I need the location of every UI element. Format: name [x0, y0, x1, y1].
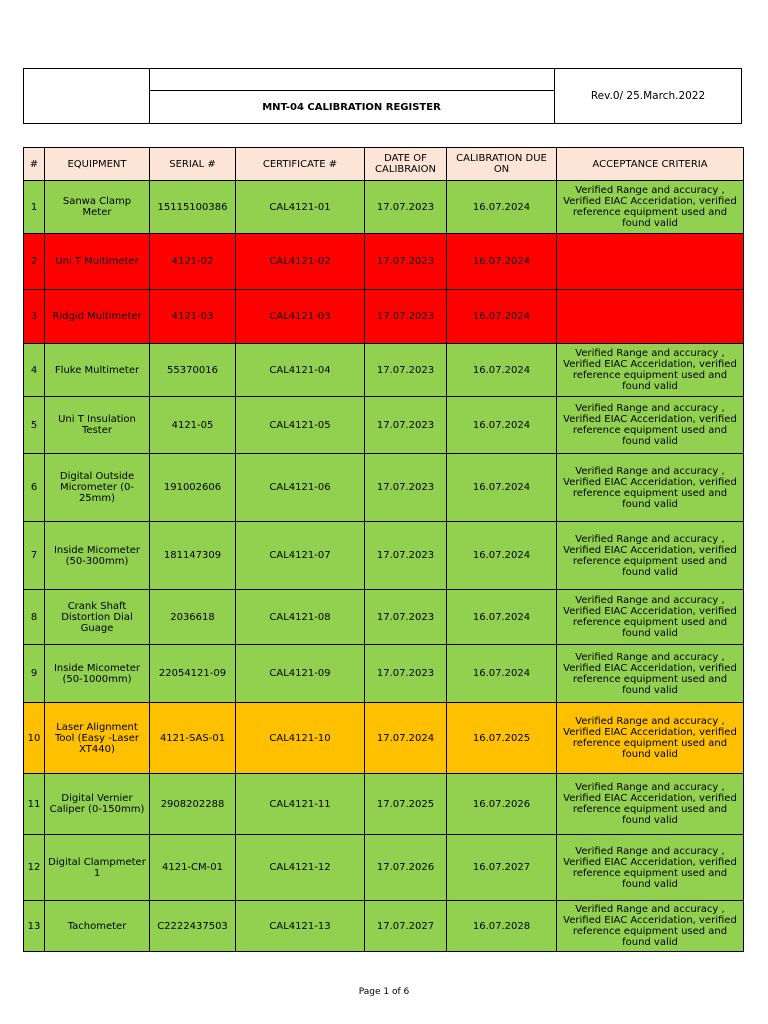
calibration-date: 17.07.2023 — [365, 181, 447, 234]
revision-label: Rev.0/ 25.March.2022 — [590, 90, 706, 102]
serial-number: 2908202288 — [150, 774, 236, 835]
calibration-date: 17.07.2027 — [365, 901, 447, 952]
table-row — [24, 454, 744, 522]
equipment-name: Tachometer — [45, 901, 150, 952]
acceptance-criteria — [557, 290, 744, 344]
table-header-row — [24, 148, 744, 181]
serial-number: 181147309 — [150, 522, 236, 590]
document-header — [23, 68, 742, 124]
acceptance-criteria: Verified Range and accuracy , Verified EIAC Acceridation, verified reference equipment used and found valid — [557, 454, 744, 522]
calibration-date: 17.07.2023 — [365, 234, 447, 290]
calibration-due: 16.07.2025 — [447, 703, 557, 774]
calibration-due: 16.07.2024 — [447, 234, 557, 290]
calibration-date: 17.07.2025 — [365, 774, 447, 835]
serial-number: C2222437503 — [150, 901, 236, 952]
row-number: 9 — [24, 645, 45, 703]
certificate-number: CAL4121-12 — [236, 835, 365, 901]
row-number: 10 — [24, 703, 45, 774]
column-header-serial: SERIAL # — [150, 148, 236, 181]
header-blank-cell — [149, 69, 555, 91]
table-row — [24, 290, 744, 344]
acceptance-criteria: Verified Range and accuracy , Verified EIAC Acceridation, verified reference equipment used and found valid — [557, 835, 744, 901]
column-header-due: CALIBRATION DUE ON — [447, 148, 557, 181]
equipment-name: Inside Micometer (50-300mm) — [45, 522, 150, 590]
certificate-number: CAL4121-03 — [236, 290, 365, 344]
table-row — [24, 703, 744, 774]
calibration-due: 16.07.2024 — [447, 397, 557, 454]
table-row — [24, 234, 744, 290]
row-number: 12 — [24, 835, 45, 901]
acceptance-criteria: Verified Range and accuracy , Verified EIAC Acceridation, verified reference equipment used and found valid — [557, 181, 744, 234]
calibration-date: 17.07.2023 — [365, 397, 447, 454]
certificate-number: CAL4121-08 — [236, 590, 365, 645]
certificate-number: CAL4121-05 — [236, 397, 365, 454]
serial-number: 4121-SAS-01 — [150, 703, 236, 774]
serial-number: 4121-CM-01 — [150, 835, 236, 901]
row-number: 5 — [24, 397, 45, 454]
calibration-date: 17.07.2023 — [365, 290, 447, 344]
logo-cell — [24, 69, 150, 123]
table-row — [24, 835, 744, 901]
calibration-register-table — [23, 147, 744, 952]
serial-number: 4121-03 — [150, 290, 236, 344]
column-header-number: # — [24, 148, 45, 181]
calibration-date: 17.07.2024 — [365, 703, 447, 774]
equipment-name: Digital Clampmeter 1 — [45, 835, 150, 901]
row-number: 2 — [24, 234, 45, 290]
certificate-number: CAL4121-09 — [236, 645, 365, 703]
calibration-due: 16.07.2028 — [447, 901, 557, 952]
serial-number: 22054121-09 — [150, 645, 236, 703]
calibration-due: 16.07.2024 — [447, 290, 557, 344]
calibration-date: 17.07.2023 — [365, 454, 447, 522]
document-title: MNT-04 CALIBRATION REGISTER — [149, 91, 555, 123]
equipment-name: Laser Alignment Tool (Easy -Laser XT440) — [45, 703, 150, 774]
equipment-name: Crank Shaft Distortion Dial Guage — [45, 590, 150, 645]
equipment-name: Sanwa Clamp Meter — [45, 181, 150, 234]
certificate-number: CAL4121-10 — [236, 703, 365, 774]
table-row — [24, 181, 744, 234]
serial-number: 4121-02 — [150, 234, 236, 290]
row-number: 11 — [24, 774, 45, 835]
table-row — [24, 522, 744, 590]
calibration-due: 16.07.2024 — [447, 522, 557, 590]
equipment-name: Digital Vernier Caliper (0-150mm) — [45, 774, 150, 835]
column-header-date: DATE OF CALIBRAION — [365, 148, 447, 181]
row-number: 1 — [24, 181, 45, 234]
acceptance-criteria: Verified Range and accuracy , Verified EIAC Acceridation, verified reference equipment used and found valid — [557, 522, 744, 590]
certificate-number: CAL4121-06 — [236, 454, 365, 522]
equipment-name: Ridgid Multimeter — [45, 290, 150, 344]
table-row — [24, 590, 744, 645]
certificate-number: CAL4121-11 — [236, 774, 365, 835]
column-header-criteria: ACCEPTANCE CRITERIA — [557, 148, 744, 181]
acceptance-criteria — [557, 234, 744, 290]
calibration-date: 17.07.2026 — [365, 835, 447, 901]
table-row — [24, 645, 744, 703]
page-number-label: Page 1 of 6 — [358, 987, 410, 997]
row-number: 13 — [24, 901, 45, 952]
table-row — [24, 901, 744, 952]
serial-number: 15115100386 — [150, 181, 236, 234]
calibration-due: 16.07.2027 — [447, 835, 557, 901]
column-header-certificate: CERTIFICATE # — [236, 148, 365, 181]
certificate-number: CAL4121-13 — [236, 901, 365, 952]
equipment-name: Inside Micometer (50-1000mm) — [45, 645, 150, 703]
equipment-name: Uni T Multimeter — [45, 234, 150, 290]
acceptance-criteria: Verified Range and accuracy , Verified EIAC Acceridation, verified reference equipment used and found valid — [557, 901, 744, 952]
row-number: 6 — [24, 454, 45, 522]
acceptance-criteria: Verified Range and accuracy , Verified EIAC Acceridation, verified reference equipment used and found valid — [557, 703, 744, 774]
calibration-date: 17.07.2023 — [365, 522, 447, 590]
serial-number: 4121-05 — [150, 397, 236, 454]
row-number: 8 — [24, 590, 45, 645]
acceptance-criteria: Verified Range and accuracy , Verified EIAC Acceridation, verified reference equipment used and found valid — [557, 590, 744, 645]
row-number: 3 — [24, 290, 45, 344]
calibration-due: 16.07.2024 — [447, 645, 557, 703]
table-row — [24, 774, 744, 835]
calibration-due: 16.07.2024 — [447, 590, 557, 645]
certificate-number: CAL4121-01 — [236, 181, 365, 234]
table-row — [24, 344, 744, 397]
acceptance-criteria: Verified Range and accuracy , Verified EIAC Acceridation, verified reference equipment used and found valid — [557, 774, 744, 835]
serial-number: 191002606 — [150, 454, 236, 522]
row-number: 4 — [24, 344, 45, 397]
serial-number: 2036618 — [150, 590, 236, 645]
equipment-name: Digital Outside Micrometer (0-25mm) — [45, 454, 150, 522]
serial-number: 55370016 — [150, 344, 236, 397]
certificate-number: CAL4121-07 — [236, 522, 365, 590]
certificate-number: CAL4121-04 — [236, 344, 365, 397]
equipment-name: Uni T Insulation Tester — [45, 397, 150, 454]
column-header-equipment: EQUIPMENT — [45, 148, 150, 181]
calibration-date: 17.07.2023 — [365, 344, 447, 397]
calibration-date: 17.07.2023 — [365, 645, 447, 703]
calibration-due: 16.07.2024 — [447, 181, 557, 234]
calibration-due: 16.07.2024 — [447, 454, 557, 522]
table-row — [24, 397, 744, 454]
calibration-due: 16.07.2024 — [447, 344, 557, 397]
calibration-due: 16.07.2026 — [447, 774, 557, 835]
acceptance-criteria: Verified Range and accuracy , Verified EIAC Acceridation, verified reference equipment used and found valid — [557, 344, 744, 397]
acceptance-criteria: Verified Range and accuracy , Verified EIAC Acceridation, verified reference equipment used and found valid — [557, 397, 744, 454]
certificate-number: CAL4121-02 — [236, 234, 365, 290]
equipment-name: Fluke Multimeter — [45, 344, 150, 397]
acceptance-criteria: Verified Range and accuracy , Verified EIAC Acceridation, verified reference equipment used and found valid — [557, 645, 744, 703]
calibration-date: 17.07.2023 — [365, 590, 447, 645]
row-number: 7 — [24, 522, 45, 590]
